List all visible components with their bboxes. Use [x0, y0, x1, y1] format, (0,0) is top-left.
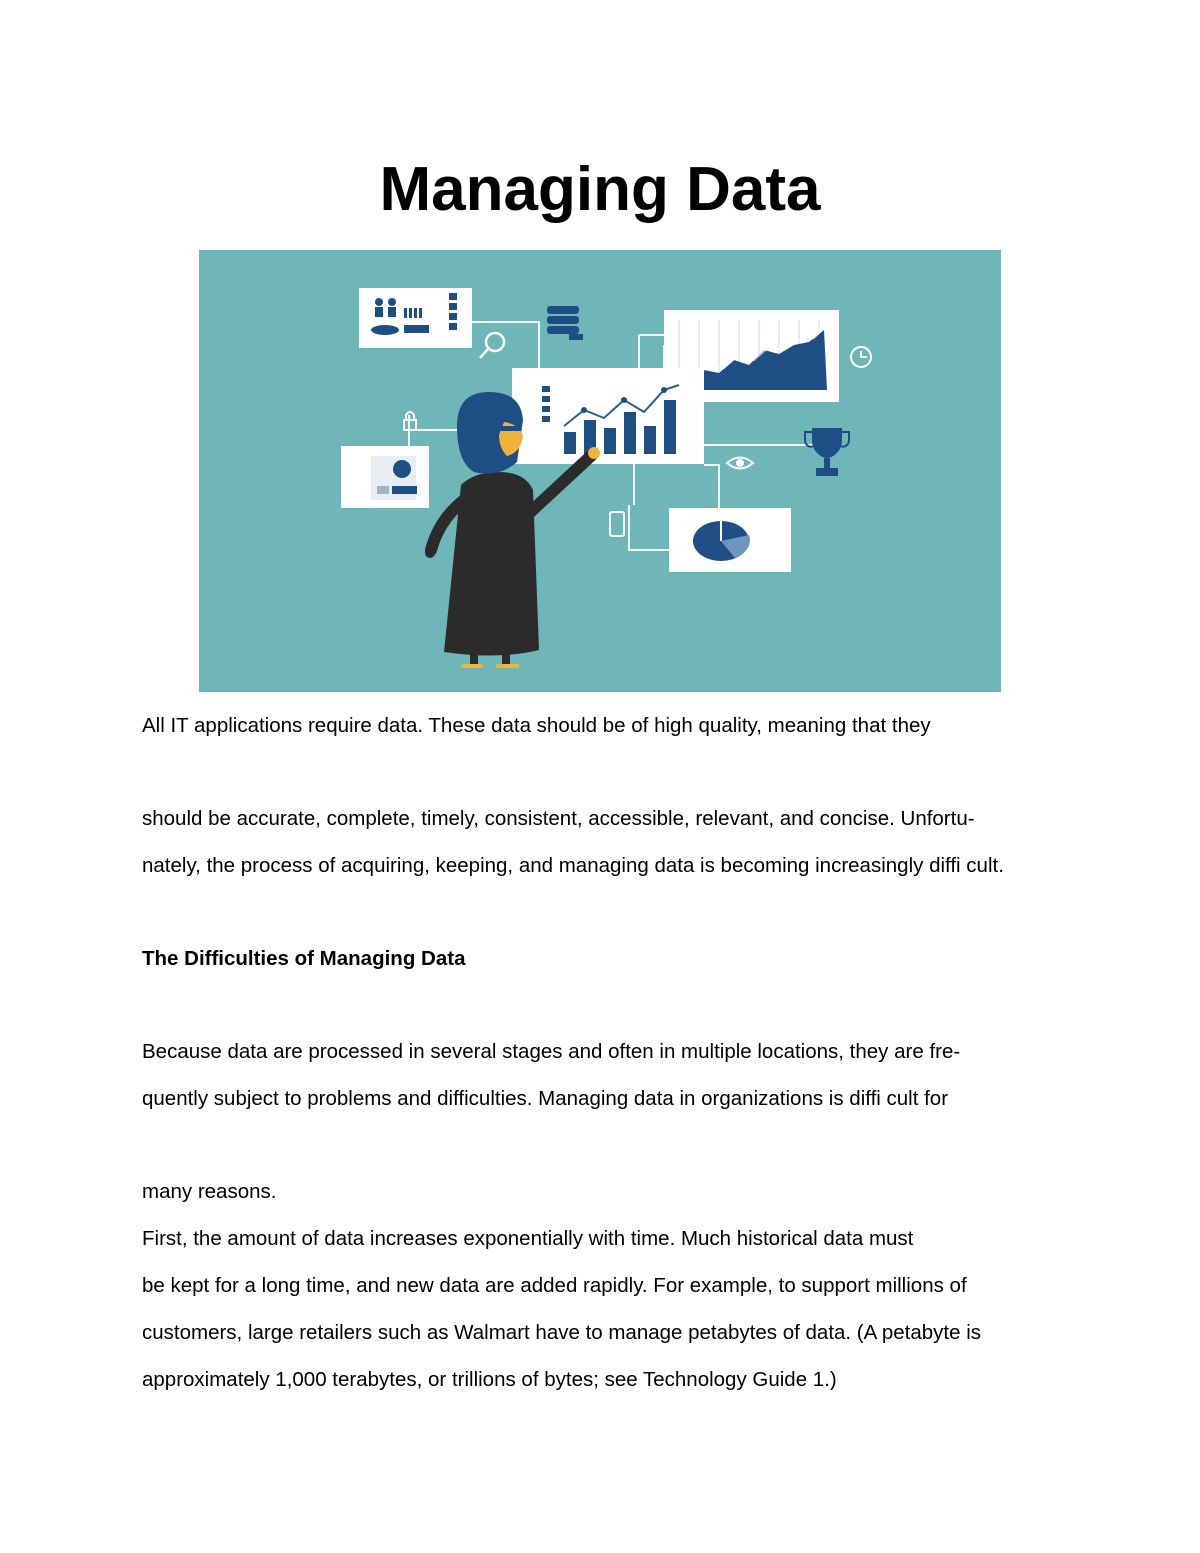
body-line-4: Because data are processed in several stages and often in multiple locations, they are fre-	[142, 1040, 961, 1063]
body-line-7: First, the amount of data increases exponentially with time. Much historical data must	[142, 1227, 914, 1250]
data-analytics-illustration	[199, 250, 1001, 692]
bar-chart-panel	[512, 368, 704, 464]
people-stats-panel	[359, 288, 472, 348]
body-line-9: customers, large retailers such as Walmart have to manage petabytes of data. (A petabyte is	[142, 1321, 982, 1344]
body-line-1: All IT applications require data. These data should be of high quality, meaning that they	[142, 714, 931, 737]
body-line-2: should be accurate, complete, timely, consistent, accessible, relevant, and concise. Unfortu-	[142, 807, 975, 830]
body-line-10: approximately 1,000 terabytes, or trillions of bytes; see Technology Guide 1.)	[142, 1368, 837, 1391]
body-line-8: be kept for a long time, and new data are added rapidly. For example, to support millions of	[142, 1274, 967, 1297]
report-panel	[341, 446, 429, 508]
document-title: Managing Data	[379, 155, 821, 224]
section-heading: The Difficulties of Managing Data	[142, 947, 466, 970]
body-line-3: nately, the process of acquiring, keeping, and managing data is becoming increasingly diffi cult.	[142, 854, 1004, 877]
body-line-6: many reasons.	[142, 1180, 277, 1203]
pie-chart-panel	[669, 508, 791, 572]
body-line-5: quently subject to problems and difficulties. Managing data in organizations is diffi cult for	[142, 1087, 949, 1110]
